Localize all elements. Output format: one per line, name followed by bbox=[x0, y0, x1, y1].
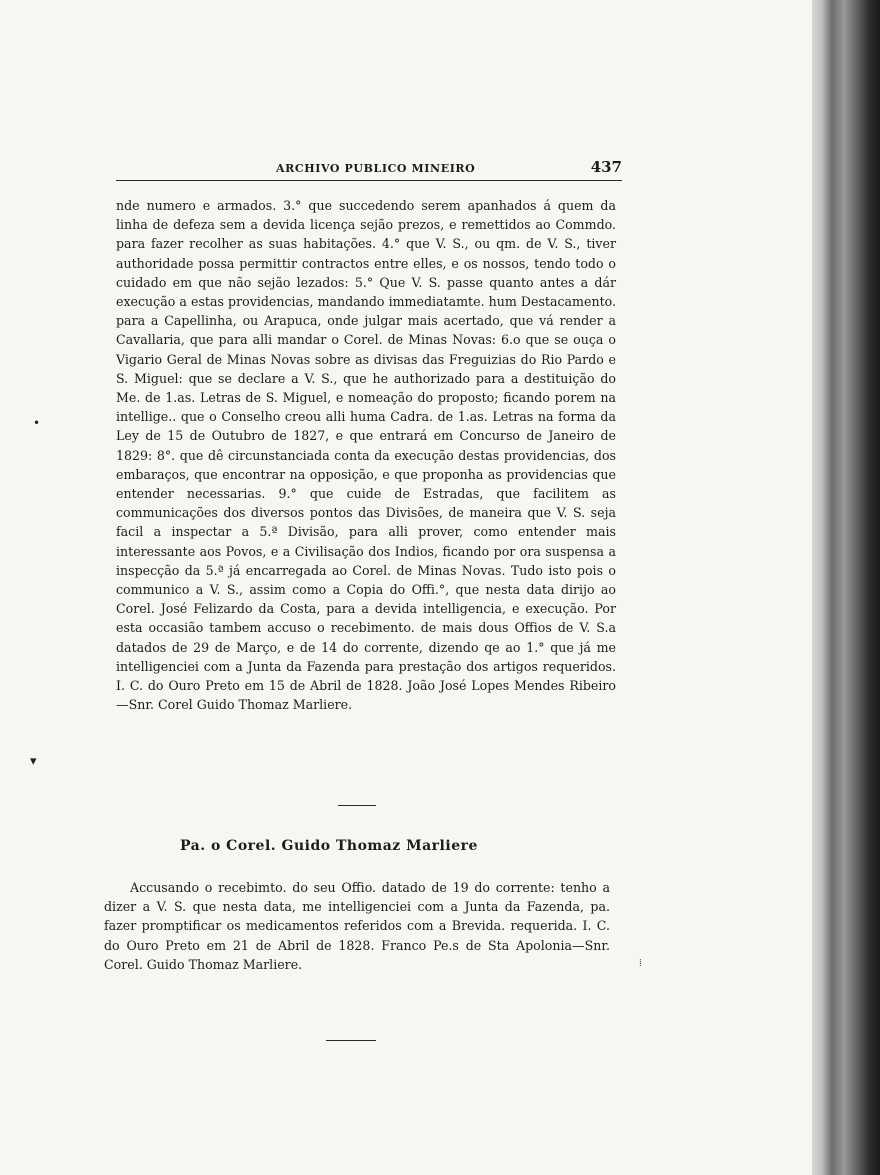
margin-speck-icon: ⁞ bbox=[639, 958, 642, 969]
margin-dot-icon: • bbox=[33, 416, 41, 430]
margin-arrow-icon: ▾ bbox=[30, 754, 37, 769]
letter-heading: Pa. o Corel. Guido Thomaz Marliere bbox=[180, 838, 478, 854]
header-rule bbox=[116, 180, 622, 181]
letter-paragraph-1: nde numero e armados. 3.° que succedendo serem apanhados á quem da linha de defeza sem a devida licença sejão prezos, e remettidos ao Commdo. para fazer recolher as suas habitações. 4.° que V. S., ou qm. de V. S., tiver authoridade possa permittir contractos entre elles, e os nossos, tendo todo o cuidado em que não sejão lezados: 5.° Que V. S. passe quanto antes a dár execução a estas providencias, mandando immediatamte. hum Destacamento. para a Capellinha, ou Arapuca, onde julgar mais acertado, que vá render a Cavallaria, que para alli mandar o Corel. de Minas Novas: 6.o que se ouça o Vigario Geral de Minas Novas sobre as divisas das Freguizias do Rio Pardo e S. Miguel: que se declare a V. S., que he authorizado para a destituição do Me. de 1.as. Letras de S. Miguel, e nomeação do proposto; ficando porem na intellige.. que o Conselho creou alli huma Cadra. de 1.as. Letras na forma da Ley de 15 de Outubro de 1827, e que entrará em Concurso de Janeiro de 1829: 8°. que dê circunstanciada conta da execução destas providencias, dos embaraços, que encontrar na opposição, e que proponha as providencias que entender necessarias. 9.° que cuide de Estradas, que facilitem as communicações dos diversos pontos das Divisões, de maneira que V. S. seja facil a inspectar a 5.ª Divisão, para alli prover, como entender mais interessante aos Povos, e a Civilisação dos Indios, ficando por ora suspensa a inspecção da 5.ª já encarregada ao Corel. de Minas Novas. Tudo isto pois o communico a V. S., assim como a Copia do Offi.°, que nesta data dirijo ao Corel. José Felizardo da Costa, para a devida intelligencia, e execução. Por esta occasião tambem accuso o recebimento. de mais dous Offios de V. S.a datados de 29 de Março, e de 14 do corrente, dizendo qe ao 1.° que já me intelligenciei com a Junta da Fazenda para prestação dos artigos requeridos. I. C. do Ouro Preto em 15 de Abril de 1828. João José Lopes Mendes Ribeiro—Snr. Corel Guido Thomaz Marliere. bbox=[116, 198, 616, 713]
header-title: ARCHIVO PUBLICO MINEIRO bbox=[276, 162, 476, 175]
end-rule bbox=[326, 1040, 376, 1041]
page-header bbox=[116, 158, 622, 188]
page-number: 437 bbox=[590, 158, 622, 176]
book-binding-edge bbox=[812, 0, 880, 1175]
letter-paragraph-2: Accusando o recebimto. do seu Offio. datado de 19 do corrente: tenho a dizer a V. S. que nesta data, me intelligenciei com a Junta da Fazenda, pa. fazer promptificar os medicamentos referidos com a Brevida. requerida. I. C. do Ouro Preto em 21 de Abril de 1828. Franco Pe.s de Sta Apolonia—Snr. Corel. Guido Thomaz Marliere. bbox=[104, 880, 610, 972]
separator-rule bbox=[338, 805, 376, 806]
